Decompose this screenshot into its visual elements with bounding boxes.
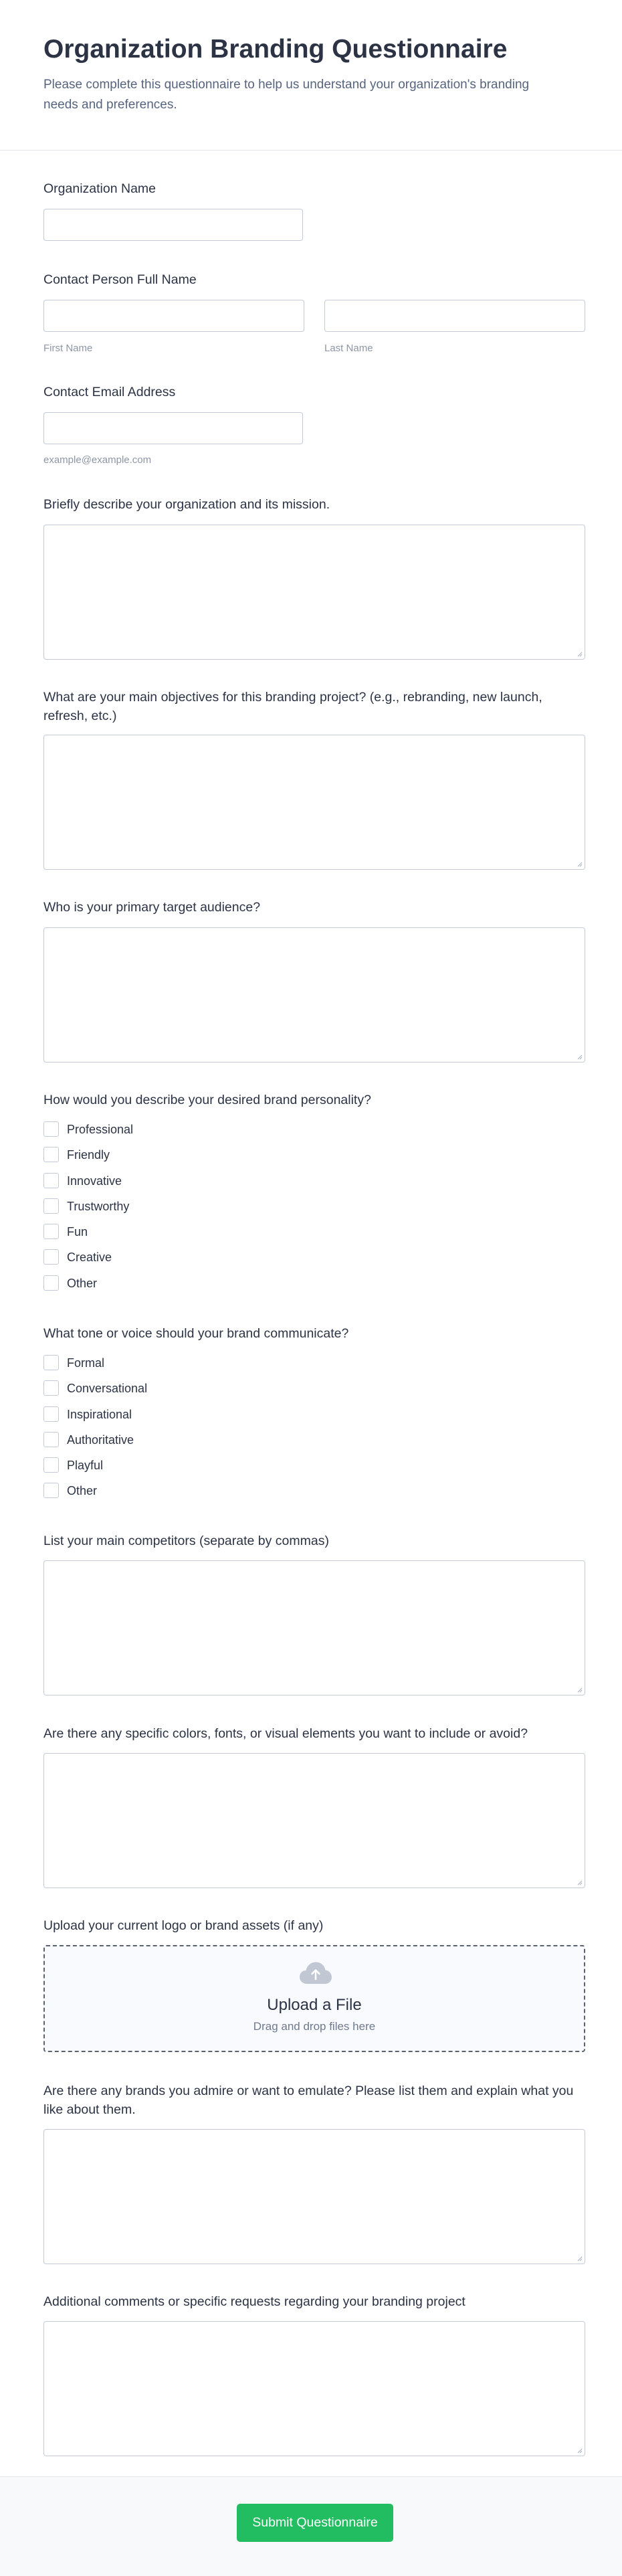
contact-name-field: [43, 270, 585, 357]
contact-email-field: [43, 383, 585, 470]
visuals-field: [43, 1724, 585, 1892]
audience-label: Who is your primary target audience?: [43, 900, 261, 915]
form-footer: [0, 2476, 622, 2576]
upload-title: Upload a File: [267, 1996, 362, 2014]
resize-handle-icon[interactable]: [577, 651, 583, 657]
checkbox-label[interactable]: Professional: [67, 1123, 134, 1136]
mission-label: Briefly describe your organization and its mission.: [43, 497, 330, 512]
mission-textarea[interactable]: [43, 525, 585, 660]
checkbox-label[interactable]: Authoritative: [67, 1433, 134, 1447]
checkbox-label[interactable]: Trustworthy: [67, 1199, 130, 1213]
first-name-input[interactable]: [43, 300, 304, 332]
admire-field: [43, 2082, 585, 2269]
checkbox[interactable]: [43, 1147, 59, 1162]
checkbox-option[interactable]: [43, 1483, 311, 1508]
comments-textarea[interactable]: [43, 2321, 585, 2456]
competitors-label: List your main competitors (separate by commas): [43, 1534, 329, 1548]
visuals-label: Are there any specific colors, fonts, or visual elements you want to include or avoid?: [43, 1726, 528, 1741]
checkbox-label[interactable]: Conversational: [67, 1382, 148, 1396]
audience-textarea[interactable]: [43, 927, 585, 1063]
org-name-label: Organization Name: [43, 181, 156, 196]
page-title: Organization Branding Questionnaire: [43, 35, 508, 64]
page-subtitle: Please complete this questionnaire to help us understand your organization's branding needs and preferences.: [43, 78, 530, 112]
checkbox-option[interactable]: [43, 1249, 311, 1275]
objectives-label: What are your main objectives for this branding project? (e.g., rebranding, new launch, refresh, etc.): [43, 690, 542, 723]
last-name-input[interactable]: [324, 300, 585, 332]
first-name-sublabel: First Name: [43, 343, 93, 354]
tone-field: [43, 1324, 585, 1511]
checkbox-label[interactable]: Other: [67, 1276, 98, 1290]
checkbox[interactable]: [43, 1380, 59, 1396]
upload-subtitle: Drag and drop files here: [253, 2020, 376, 2033]
form-header: [0, 0, 622, 151]
upload-field: [43, 1916, 585, 2057]
resize-handle-icon[interactable]: [577, 1687, 583, 1693]
checkbox-label[interactable]: Formal: [67, 1356, 105, 1370]
checkbox[interactable]: [43, 1432, 59, 1447]
checkbox[interactable]: [43, 1406, 59, 1422]
checkbox-label[interactable]: Innovative: [67, 1174, 122, 1188]
competitors-field: [43, 1532, 585, 1699]
checkbox-option[interactable]: [43, 1198, 311, 1224]
objectives-field: [43, 688, 585, 875]
file-dropzone[interactable]: [43, 1945, 585, 2052]
org-name-field: [43, 179, 585, 246]
checkbox-option[interactable]: [43, 1355, 311, 1380]
checkbox-option[interactable]: [43, 1432, 311, 1457]
email-input[interactable]: [43, 412, 303, 444]
resize-handle-icon[interactable]: [577, 2256, 583, 2262]
checkbox[interactable]: [43, 1457, 59, 1473]
checkbox-option[interactable]: [43, 1380, 311, 1406]
submit-button[interactable]: Submit Questionnaire: [237, 2504, 393, 2542]
admire-label: Are there any brands you admire or want to emulate? Please list them and explain what you like about them.: [43, 2084, 574, 2117]
checkbox-label[interactable]: Friendly: [67, 1148, 110, 1162]
resize-handle-icon[interactable]: [577, 2448, 583, 2454]
last-name-sublabel: Last Name: [324, 343, 373, 354]
checkbox-label[interactable]: Fun: [67, 1225, 88, 1239]
checkbox-option[interactable]: [43, 1121, 311, 1147]
checkbox-option[interactable]: [43, 1457, 311, 1483]
checkbox-label[interactable]: Playful: [67, 1459, 104, 1473]
checkbox-label[interactable]: Creative: [67, 1251, 112, 1265]
checkbox-option[interactable]: [43, 1147, 311, 1172]
tone-label: What tone or voice should your brand communicate?: [43, 1326, 349, 1341]
mission-field: [43, 495, 585, 662]
checkbox-option[interactable]: [43, 1406, 311, 1432]
checkbox[interactable]: [43, 1275, 59, 1291]
contact-name-label: Contact Person Full Name: [43, 272, 197, 287]
resize-handle-icon[interactable]: [577, 861, 583, 867]
personality-field: [43, 1091, 585, 1305]
checkbox[interactable]: [43, 1173, 59, 1188]
checkbox[interactable]: [43, 1355, 59, 1370]
checkbox-label[interactable]: Other: [67, 1484, 98, 1498]
comments-field: [43, 2292, 585, 2460]
contact-email-label: Contact Email Address: [43, 385, 176, 399]
audience-field: [43, 898, 585, 1065]
upload-label: Upload your current logo or brand assets (if any): [43, 1918, 324, 1933]
checkbox[interactable]: [43, 1249, 59, 1265]
checkbox[interactable]: [43, 1483, 59, 1498]
checkbox[interactable]: [43, 1198, 59, 1214]
comments-label: Additional comments or specific requests regarding your branding project: [43, 2294, 465, 2309]
admire-textarea[interactable]: [43, 2129, 585, 2264]
checkbox[interactable]: [43, 1224, 59, 1239]
resize-handle-icon[interactable]: [577, 1879, 583, 1885]
objectives-textarea[interactable]: [43, 735, 585, 870]
cloud-upload-icon: [299, 1961, 332, 1985]
resize-handle-icon[interactable]: [577, 1054, 583, 1060]
email-sublabel: example@example.com: [43, 454, 152, 466]
personality-label: How would you describe your desired brand personality?: [43, 1093, 371, 1107]
personality-checklist: [43, 1121, 311, 1301]
tone-checklist: [43, 1355, 311, 1509]
checkbox-option[interactable]: [43, 1173, 311, 1198]
checkbox-label[interactable]: Inspirational: [67, 1407, 132, 1421]
checkbox-option[interactable]: [43, 1224, 311, 1249]
checkbox[interactable]: [43, 1121, 59, 1137]
checkbox-option[interactable]: [43, 1275, 311, 1301]
visuals-textarea[interactable]: [43, 1753, 585, 1888]
competitors-textarea[interactable]: [43, 1560, 585, 1695]
org-name-input[interactable]: [43, 209, 303, 241]
